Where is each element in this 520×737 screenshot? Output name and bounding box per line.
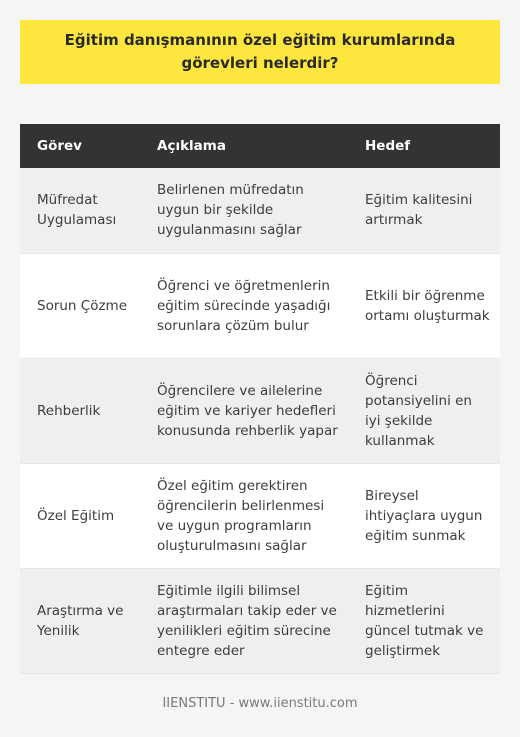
task-cell: Rehberlik (20, 358, 140, 463)
column-header-gorev: Görev (20, 124, 140, 168)
column-header-hedef: Hedef (348, 124, 500, 168)
footer-credit: IIENSTITU - www.iienstitu.com (162, 696, 358, 711)
description-cell: Öğrenci ve öğretmenlerin eğitim sürecinde yaşadığı sorunlara çözüm bulur (140, 253, 348, 358)
table-header-row (20, 124, 500, 168)
description-cell: Belirlenen müfredatın uygun bir şekilde uygulanmasını sağlar (140, 168, 348, 253)
description-cell: Özel eğitim gerektiren öğrencilerin belirlenmesi ve uygun programların oluşturulmasını sağlar (140, 463, 348, 568)
description-cell: Öğrencilere ve ailelerine eğitim ve kariyer hedefleri konusunda rehberlik yapar (140, 358, 348, 463)
table-row (20, 463, 500, 568)
task-cell: Özel Eğitim (20, 463, 140, 568)
page-title: Eğitim danışmanının özel eğitim kurumlarında görevleri nelerdir? (64, 31, 456, 72)
description-cell: Eğitimle ilgili bilimsel araştırmaları takip eder ve yenilikleri eğitim sürecine entegre eder (140, 568, 348, 673)
table-row (20, 568, 500, 673)
goal-cell: Eğitim kalitesini artırmak (348, 168, 500, 253)
goal-cell: Bireysel ihtiyaçlara uygun eğitim sunmak (348, 463, 500, 568)
table-row (20, 253, 500, 358)
tasks-table (20, 124, 500, 674)
column-header-aciklama: Açıklama (140, 124, 348, 168)
goal-cell: Öğrenci potansiyelini en iyi şekilde kullanmak (348, 358, 500, 463)
goal-cell: Etkili bir öğrenme ortamı oluşturmak (348, 253, 500, 358)
task-cell: Araştırma ve Yenilik (20, 568, 140, 673)
goal-cell: Eğitim hizmetlerini güncel tutmak ve geliştirmek (348, 568, 500, 673)
table-row (20, 168, 500, 253)
task-cell: Müfredat Uygulaması (20, 168, 140, 253)
title-banner (20, 20, 500, 84)
task-cell: Sorun Çözme (20, 253, 140, 358)
table-row (20, 358, 500, 463)
